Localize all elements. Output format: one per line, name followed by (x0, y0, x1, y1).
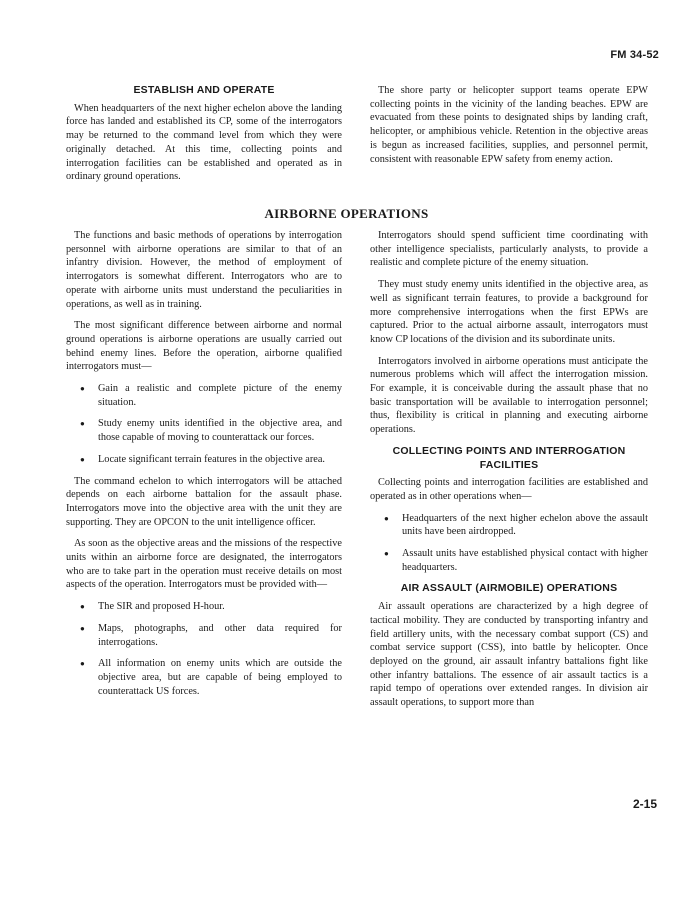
list-item: ● The SIR and proposed H-hour. (66, 600, 342, 614)
airborne-heading: AIRBORNE OPERATIONS (264, 206, 429, 221)
list-item: ● Headquarters of the next higher echelon above the assault units have been airdropped. (370, 512, 648, 539)
right-column (370, 229, 648, 718)
paragraph: The functions and basic methods of operations by interrogation personnel with airborne operations are similar to that of an infantry division. However, the method of employment of interrogators is somewhat different. Interrogators who are to operate with airborne units must understand the peculiarities in operations, as well as in training. (66, 230, 342, 310)
air-assault-heading: AIR ASSAULT (AIRMOBILE) OPERATIONS (400, 582, 618, 595)
left-column (66, 229, 342, 706)
bullet-list (370, 512, 648, 575)
paragraph: As soon as the objective areas and the missions of the respective units within an airborne force are designated, the interrogators who are to take part in the operation must receive details on most aspects of the operation. Interrogators must be provided with— (66, 538, 342, 591)
collecting-points-heading: COLLECTING POINTS AND INTERROGATION FACILITIES (392, 444, 626, 471)
list-item: ● Gain a realistic and complete picture of the enemy situation. (66, 382, 342, 409)
bullet-list (66, 382, 342, 467)
list-item: ● Study enemy units identified in the objective area, and those capable of moving to counterattack our forces. (66, 417, 342, 444)
list-item: ● Maps, photographs, and other data required for interrogations. (66, 622, 342, 649)
shore-party-section (370, 84, 648, 174)
paragraph: They must study enemy units identified in the objective area, as well as significant terrain features, to provide a background for more comprehensive interrogations when the first EPWs are captured. Prior to the actual airborne assault, interrogators must know CP locations of the division and its subordinate units. (370, 279, 648, 345)
list-item: ● Assault units have established physical contact with higher headquarters. (370, 547, 648, 574)
paragraph: Interrogators involved in airborne operations must anticipate the numerous problems which will affect the interrogation mission. For example, it is conceivable during the assault phase that no basic transportation will be available to interrogation personnel; thus, flexibility is critical in planning and executing airborne operations. (370, 355, 648, 436)
bullet-list (66, 600, 342, 698)
establish-heading: ESTABLISH AND OPERATE (133, 84, 275, 96)
page-header: FM 34-52 (610, 49, 659, 61)
paragraph: The command echelon to which interrogators will be attached depends on each airborne battalion for the assault phase. Interrogators move into the objective area with the unit they are supporting. They are OPCON to the unit intelligence officer. (66, 475, 342, 528)
paragraph: Collecting points and interrogation facilities are established and operated as in other operations when— (370, 477, 648, 502)
list-item: ● Locate significant terrain features in the objective area. (66, 453, 342, 467)
paragraph: The most significant difference between airborne and normal ground operations is airborne operations are usually carried out behind enemy lines. Before the operation, airborne qualified interrogators must— (66, 320, 342, 373)
paragraph: Air assault operations are characterized by a high degree of tactical mobility. They are conducted by transporting infantry and field artillery units, with the necessary combat support (CS) and combat service support (CSS), into battle by helicopter. Once deployed on the ground, air assault infantry battalions fight like other infantry battalions. The essence of air assault tactics is a rapid tempo of operations over extended ranges. In division air assault operations, to support more than (370, 601, 648, 709)
establish-section (66, 84, 342, 192)
list-item: ● All information on enemy units which are outside the objective area, but are capable of being employed to counterattack US forces. (66, 657, 342, 698)
page-number: 2-15 (632, 797, 657, 811)
shore-party-paragraph: The shore party or helicopter support teams operate EPW collecting points in the vicinity of the landing beaches. EPW are evacuated from these points to designated ships by landing craft, helicopter, or amphibious vehicle. Retention in the objective areas is begun as increased facilities, supplies, and personnel permit, consistent with reasonable EPW safety from enemy action. (370, 85, 648, 165)
paragraph: Interrogators should spend sufficient time coordinating with other intelligence specialists, particularly analysts, to provide a realistic and complete picture of the enemy situation. (370, 230, 648, 269)
establish-paragraph: When headquarters of the next higher echelon above the landing force has landed and established its CP, some of the interrogators may be returned to the command level from which they were originally detached. At this time, collecting points and interrogation facilities can be established and operated as in ordinary ground operations. (66, 102, 342, 183)
